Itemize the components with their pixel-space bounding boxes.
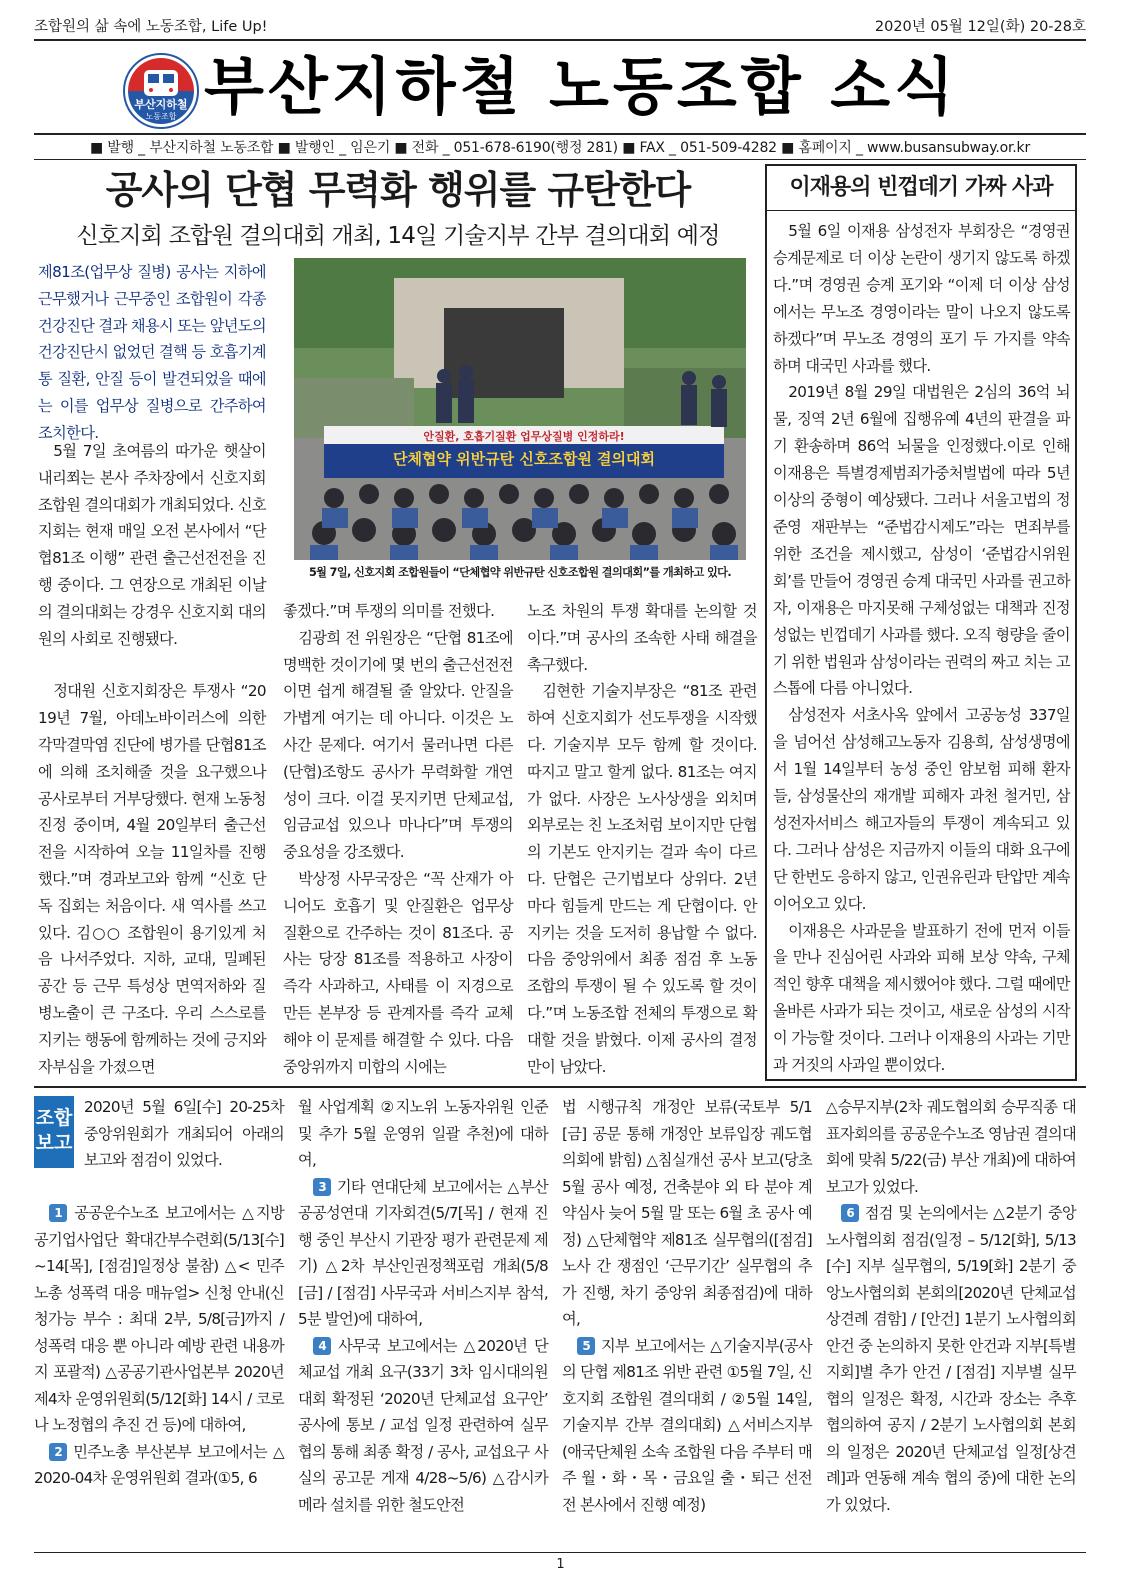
photo-banner-main: 단체협약 위반규탄 신호조합원 결의대회 [393,450,655,468]
lead-clause: 제81조(업무상 질병) 공사는 지하에 근무했거나 근무중인 조합원이 각종 건강진단 결과 채용시 또는 앞년도의 건강진단시 없었던 결핵 등 호흡기계통 질환, 안질 등이 발견되었을 때에는 이를 업무상 질병으로 간주하여 조치한다. [38,263,266,442]
logo-text-1: 부산지하철 [134,98,188,111]
article-paragraph: 정대원 신호지회장은 투쟁사 “2019년 7월, 아데노바이러스에 의한 각막결막염 진단에 병가를 단협81조에 의해 조치해줄 것을 요구했으나 공사로부터 거부당했다. 현재 노동청 진정 중이며, 4월 20일부터 출근선전을 시작하여 오늘 11일차를 진행했다.”며 경과보고와 함께 “신호 단독 집회는 처음이다. 새 역사를 쓰고 있다. 김○○ 조합원이 용기있게 처음 나서주었다. 지하, 교대, 밀폐된 공간 등 근무 특성상 면역저하와 질병노출이 큰 구조다. 우리 스스로를 지키는 행동에 함께하는 것에 긍지와 자부심을 가졌으면 [38,682,266,1076]
report-item-3: 3 기타 연대단체 보고에서는 △부산공공성연대 기자회견(5/7[목] / 현재 진행 중인 부산시 기관장 평가 관련문제 제기) △2차 부산인권정책포럼 개최(5/8[금] / [점검] 사무국과 서비스지부 참석, 5분 발언)에 대하여, [298,1177,548,1328]
report-column-4: △승무지부(2차 궤도협의회 승무직종 대표자회의를 공공운수노조 영남권 결의대회에 맞춰 5/22(금) 부산 개최)에 대하여 보고가 있었다. 6 점검 및 논의에서는 △2분기 중앙노사협의회 점검(일정 – 5/12[화], 5/13[수] 지부 실무협의, 5/19[화] 2분기 중앙노사협의회 본회의[2020년 단체교섭 상견례 겸함] / [안건] 1분기 노사협의회 안건 중 논의하지 못한 안건과 지부[특별지회]별 추가 안건 / [점검] 지부별 실무협의 일정은 확정, 시간과 장소는 추후 협의하여 공지 / 2분기 노사협의회 본회의 일정은 2020년 단체교섭 일정[상견례]과 연동해 계속 협의 중)에 대한 논의가 있었다. [826,1094,1076,1518]
report-item-1: 1 공공운수노조 보고에서는 △지방공기업사업단 확대간부수련회(5/13[수]~14[목], [점검]일정상 불참) △< 민주노총 성폭력 대응 매뉴얼> 신청 안내(신청가능 부수 : 최대 2부, 5/8[금]까지 / 성폭력 대응 뿐 아니라 예방 관련 내용까지 포괄적) △공공기관사업본부 2020년 제4차 운영위원회(5/12[화] 14시 / 코로나 노정협의 추진 건 등)에 대하여, [34,1204,284,1434]
report-badge-line-2: 보고 [35,1132,73,1154]
issue-date: 2020년 05월 12일(화) 20-28호 [874,19,1086,35]
article-paragraph: 박상정 사무국장은 “꼭 산재가 아니어도 호흡기 및 안질환은 업무상 질환으로 간주하는 것이 81조다. 공사는 당장 81조를 적용하고 사장이 즉각 사과하고, 사태를 이 지경으로 만든 본부장 등 관계자를 즉각 교체해야 이 문제를 해결할 수 있다. 다음 중앙위까지 미합의 시에는 [283,869,513,1076]
report-column-3: 법 시행규칙 개정안 보류(국토부 5/1[금] 공문 통해 개정안 보류입장 궤도협의회에 밝힘) △침실개선 공사 보고(당초 5월 공사 예정, 건축분야 외 타 분야 계약심사 늦어 5월 말 또는 6월 초 공사 예정) △단체협약 제81조 실무협의([점검] 노사 간 쟁점인 ‘근무기간’ 실무협의 추가 진행, 차기 중앙위 최종점검)에 대하여, 5 지부 보고에서는 △기술지부(공사의 단협 제81조 위반 관련 ①5월 7일, 신호지회 조합원 결의대회 / ②5월 14일, 기술지부 간부 결의대회) △서비스지부(애국단체원 소속 조합원 다음 주부터 매주 월・화・목・금요일 출・퇴근 선전전 본사에서 진행 예정) [562,1094,812,1518]
slogan: 조합원의 삶 속에 노동조합, Life Up! [34,19,268,35]
masthead-rule [34,133,1086,135]
report-column-2: 월 사업계획 ②지노위 노동자위원 인준 및 추가 5월 운영위 일괄 추천)에 대하여, 3 기타 연대단체 보고에서는 △부산공공성연대 기자회견(5/7[목] / 현재 진행 중인 부산시 기관장 평가 관련문제 제기) △2차 부산인권정책포럼 개최(5/8[금] / [점검] 사무국과 서비스지부 참석, 5분 발언)에 대하여, 4 사무국 보고에서는 △2020년 단체교섭 개최 요구(33기 3차 임시대의원대회 확정된 ‘2020년 단체교섭 요구안’ 공사에 통보 / 교섭 일정 관련하여 실무협의 통해 최종 확정 / 공사, 교섭요구 사실의 공고문 게재 4/28~5/6) △감시카메라 설치를 위한 철도안전 [298,1094,548,1518]
page-number: 1 [556,1557,565,1572]
article-paragraph: 노조 차원의 투쟁 확대를 논의할 것이다.”며 공사의 조속한 사태 해결을 촉구했다. [527,602,757,674]
subheadline: 신호지회 조합원 결의대회 개최, 14일 기술지부 간부 결의대회 예정 [76,223,720,249]
sidebar-title-rule [765,210,1077,211]
sidebar-paragraph: 삼성전자 서초사옥 앞에서 고공농성 337일을 넘어선 삼성해고노동자 김용희, 삼성생명에서 1월 14일부터 농성 중인 암보험 피해 환자들, 삼성물산의 재개발 피해자 과천 철거민, 삼성전자서비스 해고자들의 투쟁이 계속되고 있다. 그러나 삼성은 지금까지 이들의 대화 요구에 단 한번도 응하지 않고, 인권유린과 탄압만 계속 이어오고 있다. [773,706,1070,913]
item-number-badge: 3 [313,1178,331,1196]
top-line [34,16,1086,38]
headline: 공사의 단협 무력화 행위를 규탄한다 [105,168,691,212]
publication-info: ■ 발행 _ 부산지하철 노동조합 ■ 발행인 _ 임은기 ■ 전화 _ 051-678-6190(행정 281) ■ FAX _ 051-509-4282 ■ 홈페이지 _ www.busansubway.or.kr [89,140,1031,156]
report-column-1 [34,1200,284,1492]
rally-photo [294,258,746,560]
masthead-title: 부산지하철 노동조합 소식 [204,50,958,123]
report-item-4: 4 사무국 보고에서는 △2020년 단체교섭 개최 요구(33기 3차 임시대의원대회 확정된 ‘2020년 단체교섭 요구안’ 공사에 통보 / 교섭 일정 관련하여 실무협의 통해 최종 확정 / 공사, 교섭요구 사실의 공고문 게재 4/28~5/6) △감시카메라 설치를 위한 철도안전 [298,1336,548,1514]
report-item-5: 5 지부 보고에서는 △기술지부(공사의 단협 제81조 위반 관련 ①5월 7일, 신호지회 조합원 결의대회 / ②5월 14일, 기술지부 간부 결의대회) △서비스지부(애국단체원 소속 조합원 다음 주부터 매주 월・화・목・금요일 출・퇴근 선전전 본사에서 진행 예정) [562,1336,812,1514]
logo-text-2: 노동조합 [145,112,177,121]
sidebar-title: 이재용의 빈껍데기 가짜 사과 [789,175,1053,200]
report-intro: 2020년 5월 6일[수] 20-25차 중앙위원회가 개최되어 아래의 보고와 점검이 있었다. [84,1098,284,1169]
sidebar-paragraph: 5월 6일 이재용 삼성전자 부회장은 “경영권 승계문제로 더 이상 논란이 생기지 않도록 하겠다.”며 경영권 승계 포기와 “이제 더 이상 삼성에서는 무노조 경영이라는 말이 나오지 않도록 하겠다”며 무노조 경영의 포기 두 가지를 약속하며 대국민 사과를 했다. [773,222,1070,375]
article-column-1 [38,438,266,1080]
article-paragraph: 김광희 전 위원장은 “단협 81조에 명백한 것이기에 몇 번의 출근선전전이면 쉽게 해결될 줄 알았다. 안질을 가볍게 여기는 데 아니다. 이것은 노사간 문제다. 여기서 물러나면 다른 (단협)조항도 공사가 무력화할 개연성이 크다. 이걸 못지키면 단체교섭, 임금교섭 있으나 마나다”며 투쟁의 중요성을 강조했다. [283,628,513,862]
article-paragraph: 5월 7일 초여름의 따가운 햇살이 내리쬐는 본사 주차장에서 신호지회 조합원 결의대회가 개최되었다. 신호지회는 현재 매일 오전 본사에서 “단협81조 이행” 관련 출근선전전을 진행 중이다. 그 연장으로 개최된 이날의 결의대회는 강경우 신호지회 대의원의 사회로 진행됐다. [38,442,266,648]
article-column-3 [527,598,757,1080]
article-column-2 [283,598,513,1080]
article-paragraph: 좋겠다.”며 투쟁의 의미를 전했다. [283,602,495,620]
report-item-2: 2 민주노총 부산본부 보고에서는 △2020-04차 운영위원회 결과(①5, 6 [34,1442,284,1487]
top-rule [34,39,1086,41]
sidebar-paragraph: 2019년 8월 29일 대법원은 2심의 36억 뇌물, 징역 2년 6월에 집행유예 4년의 판결을 파기 환송하며 86억 뇌물을 인정했다.이로 인해 이재용은 특별경제범죄가중처벌법에 따라 5년이상의 중형이 예상됐다. 그러나 서울고법의 정준영 재판부는 “준법감시제도”라는 면죄부를 위한 조건을 제시했고, 삼성이 ‘준법감시위원회’를 만들어 경영권 승계 대국민 사과를 권고하자, 이재용은 마지못해 구체성없는 대책과 진정성없는 빈껍데기 사과를 했다. 오직 형량을 줄이기 위한 법원과 삼성이라는 권력의 짜고 치는 고스톱에 다름 아니었다. [773,383,1070,698]
item-number-badge: 2 [49,1443,67,1461]
item-number-badge: 5 [577,1337,595,1355]
sidebar-body [773,218,1070,1079]
report-rule [34,1086,1086,1088]
footer-rule [34,1552,1086,1553]
item-number-badge: 4 [313,1337,331,1355]
item-number-badge: 6 [841,1204,859,1222]
report-badge-line-1: 조합 [35,1107,73,1129]
union-logo-icon [122,52,200,130]
article-paragraph: 김현한 기술지부장은 “81조 관련하여 신호지회가 선도투쟁을 시작했다. 기술지부 모두 함께 할 것이다. 따지고 말고 할게 없다. 81조는 여지가 없다. 사장은 노사상생을 외치며 외부로는 친 노조처럼 보이지만 단협의 기본도 안지키는 걸과 속이 다르다. 단협은 근기법보다 상위다. 2년마다 힘들게 만드는 게 단협이다. 안지키는 것을 도저히 용납할 수 없다. 다음 중앙위에서 최종 점검 후 노동조합의 투쟁이 될 수 있도록 할 것이다.”며 노동조합 전체의 투쟁으로 확대할 것을 밝혔다. 이제 공사의 결정만이 남았다. [527,682,757,1076]
report-badge [34,1096,74,1168]
photo-caption: 5월 7일, 신호지회 조합원들이 “단체협약 위반규탄 신호조합원 결의대회”를 개최하고 있다. [308,566,732,579]
pubinfo-rule [34,159,1086,160]
sidebar-paragraph: 이재용은 사과문을 발표하기 전에 먼저 이들을 만나 진심어린 사과와 피해 보상 약속, 구체적인 향후 대책을 제시했어야 했다. 그럴 때에만 올바른 사과가 되는 것이고, 새로운 삼성의 시작이 가능할 것이다. 그러나 이재용의 사과는 기만과 거짓의 사과일 뿐이었다. [773,921,1070,1075]
item-number-badge: 1 [49,1204,67,1222]
photo-banner-top: 안질환, 호흡기질환 업무상질병 인정하라! [423,430,625,443]
report-item-6: 6 점검 및 논의에서는 △2분기 중앙노사협의회 점검(일정 – 5/12[화], 5/13[수] 지부 실무협의, 5/19[화] 2분기 중앙노사협의회 본회의[2020년 단체교섭 상견례 겸함] / [안건] 1분기 노사협의회 안건 중 논의하지 못한 안건과 지부[특별지회]별 추가 안건 / [점검] 지부별 실무협의 일정은 확정, 시간과 장소는 추후 협의하여 공지 / 2분기 노사협의회 본회의 일정은 2020년 단체교섭 일정[상견례]과 연동해 계속 협의 중)에 대한 논의가 있었다. [826,1204,1076,1514]
